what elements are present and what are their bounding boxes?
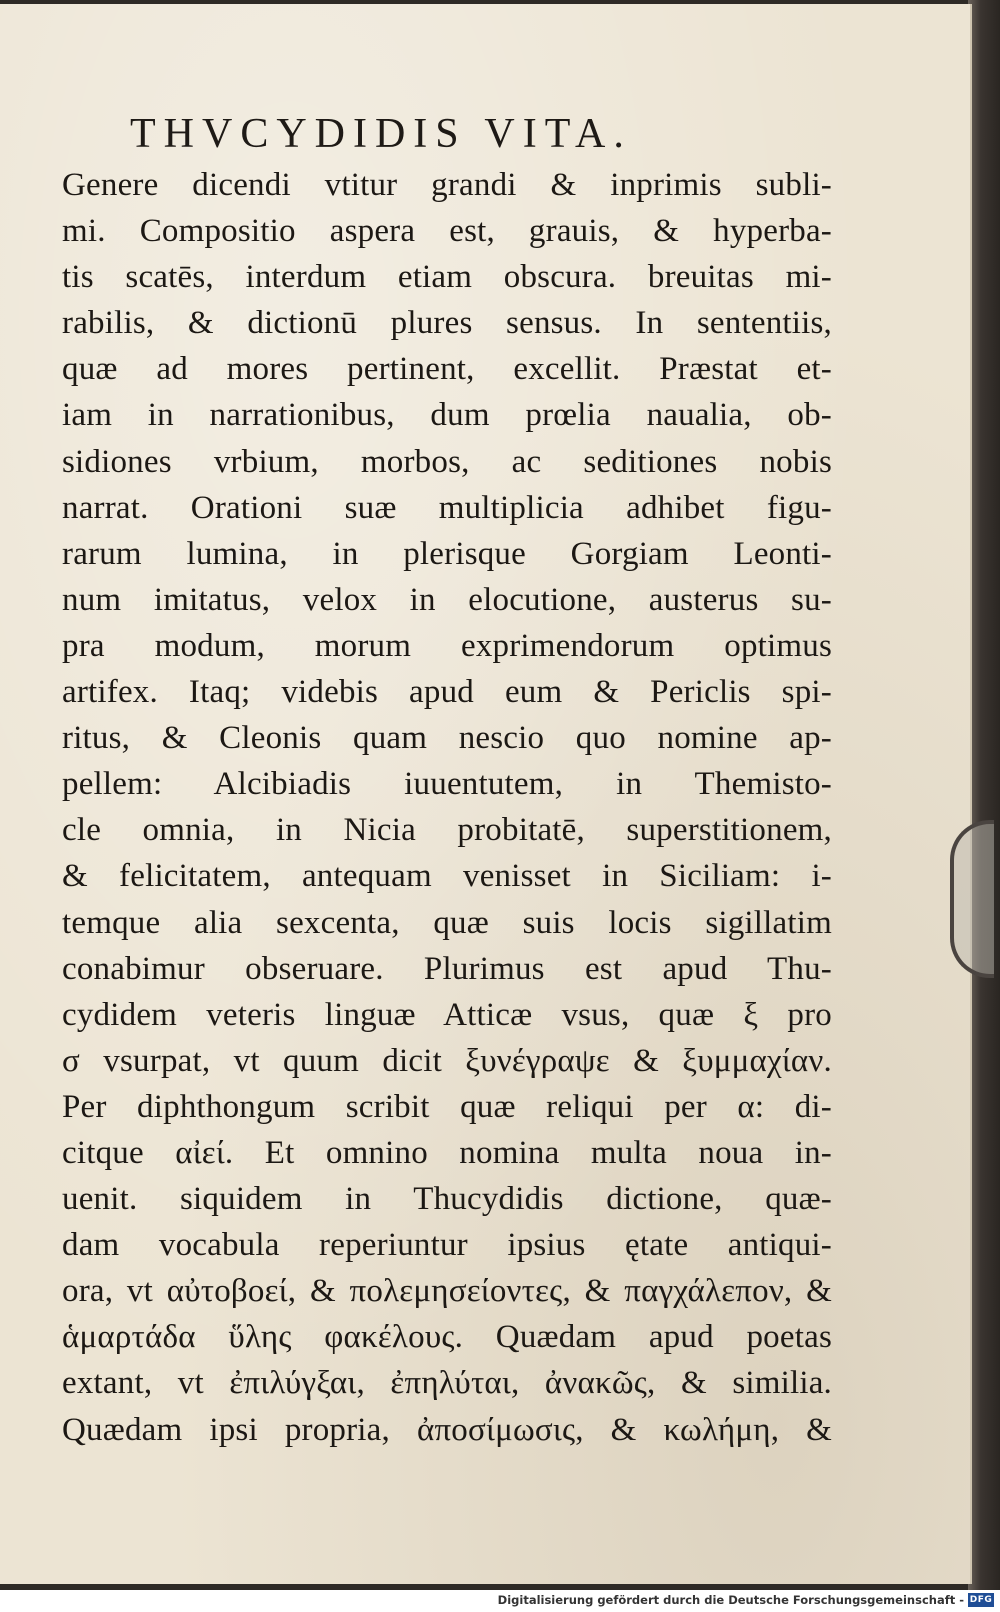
text-line: citque αἰεί. Et omnino nomina multa noua in-: [62, 1134, 832, 1171]
text-line: temque alia sexcenta, quæ suis locis sigillatim: [62, 904, 832, 941]
text-line: num imitatus, velox in elocutione, austerus su-: [62, 581, 832, 618]
digitization-credit: Digitalisierung gefördert durch die Deutsche Forschungsgemeinschaft -: [497, 1593, 964, 1607]
page-clip: [950, 820, 994, 978]
text-line: rabilis, & dictionū plures sensus. In sententiis,: [62, 305, 832, 342]
text-line: dam vocabula reperiuntur ipsius ętate antiqui-: [62, 1227, 832, 1264]
text-line: cydidem veteris linguæ Atticæ vsus, quæ ξ pro: [62, 996, 832, 1033]
footer-bar: [0, 1590, 1000, 1612]
text-line: iam in narrationibus, dum prœlia naualia, ob-: [62, 397, 832, 434]
text-line: Per diphthongum scribit quæ reliqui per α: di-: [62, 1088, 832, 1125]
page-edge: [968, 0, 1000, 1590]
text-line: extant, vt ἐπιλύγξαι, ἐπηλύται, ἀνακῶς, & similia.: [62, 1365, 832, 1402]
text-line: cle omnia, in Nicia probitatē, superstitionem,: [62, 812, 832, 849]
dfg-logo: DFG: [969, 1595, 993, 1605]
text-line: artifex. Itaq; videbis apud eum & Periclis spi-: [62, 674, 832, 711]
text-line: ora, vt αὐτοβοεί, & πολεμησείοντες, & παγχάλεπον, &: [62, 1273, 832, 1310]
text-line: ἁμαρτάδα ὕλης φακέλους. Quædam apud poetas: [62, 1319, 832, 1356]
running-head: THVCYDIDIS VITA.: [130, 111, 632, 157]
text-line: quæ ad mores pertinent, excellit. Præstat et-: [62, 351, 832, 388]
text-line: mi. Compositio aspera est, grauis, & hyperba-: [62, 213, 832, 250]
text-line: σ vsurpat, vt quum dicit ξυνέγραψε & ξυμμαχίαν.: [62, 1042, 832, 1079]
text-line: Quædam ipsi propria, ἀποσίμωσις, & κωλήμη, &: [62, 1411, 832, 1448]
text-line: & felicitatem, antequam venisset in Siciliam: i-: [62, 858, 832, 895]
text-line: ritus, & Cleonis quam nescio quo nomine ap-: [62, 720, 832, 757]
text-line: tis scatēs, interdum etiam obscura. breuitas mi-: [62, 259, 832, 296]
text-line: pra modum, morum exprimendorum optimus: [62, 627, 832, 664]
text-line: narrat. Orationi suæ multiplicia adhibet figu-: [62, 489, 832, 526]
book-page: [0, 4, 972, 1584]
body-text: [62, 162, 832, 1453]
text-line: sidiones vrbium, morbos, ac seditiones nobis: [62, 443, 832, 480]
text-line: pellem: Alcibiadis iuuentutem, in Themisto-: [62, 766, 832, 803]
text-line: rarum lumina, in plerisque Gorgiam Leonti-: [62, 535, 832, 572]
text-line: conabimur obseruare. Plurimus est apud Thu-: [62, 950, 832, 987]
text-line: Genere dicendi vtitur grandi & inprimis subli-: [62, 167, 832, 203]
text-line: uenit. siquidem in Thucydidis dictione, quæ-: [62, 1181, 832, 1218]
